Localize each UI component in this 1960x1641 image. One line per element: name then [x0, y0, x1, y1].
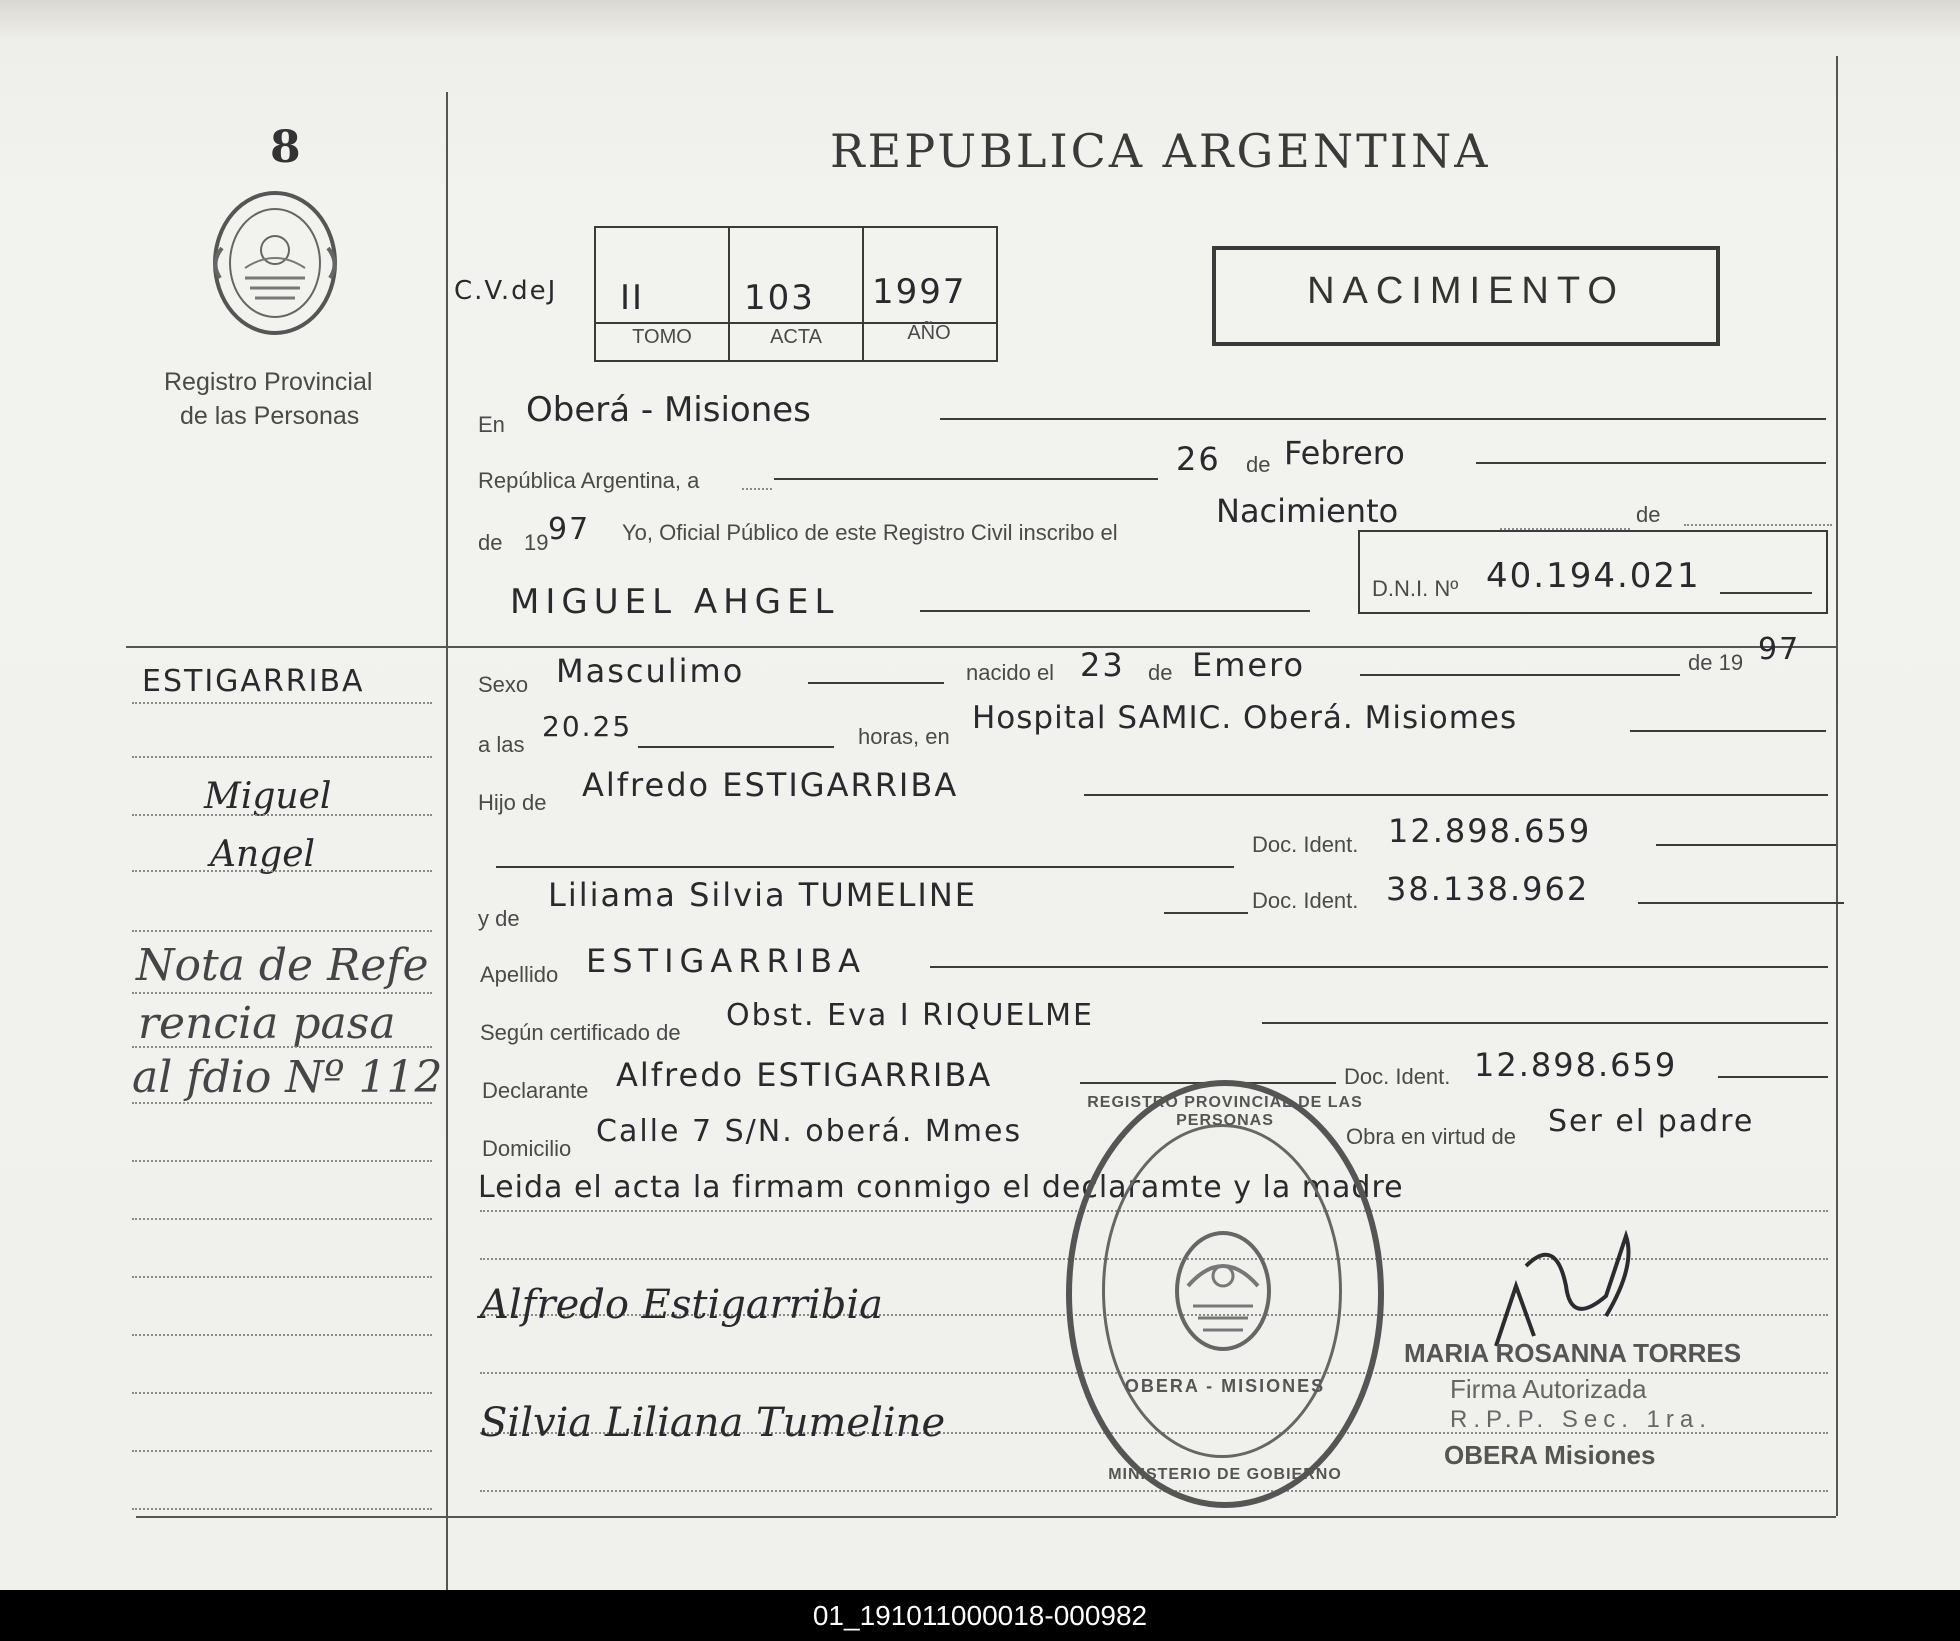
record-code: C.V.deJ — [454, 276, 558, 306]
dni-value: 40.194.021 — [1486, 556, 1701, 596]
nacido-year-suffix: 97 — [1758, 632, 1801, 667]
doc-type: NACIMIENTO — [1307, 270, 1625, 312]
margin-given1: Miguel — [204, 776, 332, 817]
right-border — [1836, 56, 1838, 1516]
yo-text: Yo, Oficial Público de este Registro Civil inscribo el — [622, 520, 1118, 545]
doc2-label: Doc. Ident. — [1252, 888, 1359, 913]
acta-value: 103 — [744, 278, 815, 318]
domicilio-value: Calle 7 S/N. oberá. Mmes — [596, 1114, 1023, 1149]
dni-label: D.N.I. Nº — [1372, 576, 1459, 601]
registry-name-line2: de las Personas — [180, 402, 360, 430]
de2-label: de — [1636, 502, 1661, 527]
horas-label: horas, en — [858, 724, 950, 749]
upper-section-divider — [126, 646, 1838, 648]
hijo-label: Hijo de — [478, 790, 547, 815]
image-id-footer: 01_191011000018-000982 — [0, 1590, 1960, 1641]
segun-label: Según certificado de — [480, 1020, 681, 1045]
declarante-label: Declarante — [482, 1078, 589, 1103]
left-column-divider — [446, 92, 448, 1590]
alas-label: a las — [478, 732, 525, 757]
acta-label: ACTA — [770, 326, 822, 348]
registry-name-line1: Registro Provincial — [164, 368, 373, 396]
leida-text: Leida el acta la firmam conmigo el declaramte y la madre — [478, 1170, 1404, 1205]
doc3-label: Doc. Ident. — [1344, 1064, 1451, 1089]
date-day: 26 — [1176, 440, 1221, 478]
signature-mother: Silvia Liliana Tumeline — [480, 1400, 946, 1446]
stamp-inner-text: OBERA - MISIONES — [1124, 1376, 1326, 1396]
hijo-value: Alfredo ESTIGARRIBA — [582, 766, 959, 804]
official-place: OBERA Misiones — [1444, 1440, 1656, 1470]
official-dept: R.P.P. Sec. 1ra. — [1450, 1406, 1712, 1433]
nacido-de: de — [1148, 660, 1173, 685]
ano-label: AÑO — [907, 322, 951, 344]
doc3-value: 12.898.659 — [1474, 1046, 1678, 1084]
obra-label: Obra en virtud de — [1346, 1124, 1516, 1149]
registered-name: MIGUEL AHGEL — [510, 582, 840, 622]
stamp-ring-bottom: MINISTERIO DE GOBIERNO — [1108, 1466, 1342, 1483]
inscribo-value: Nacimiento — [1216, 492, 1399, 530]
document-title: REPUBLICA ARGENTINA — [830, 124, 1491, 178]
doc1-label: Doc. Ident. — [1252, 832, 1359, 857]
stamp-emblem-icon — [1168, 1226, 1278, 1356]
official-title: Firma Autorizada — [1450, 1374, 1647, 1404]
year-prefix: 19 — [524, 530, 549, 555]
republica-label: República Argentina, a — [478, 468, 700, 493]
nacido-year-label: de 19 — [1688, 650, 1744, 675]
tomo-value: II — [620, 278, 645, 318]
stamp-ring-text: REGISTRO PROVINCIAL DE LAS PERSONAS — [1087, 1094, 1363, 1129]
margin-given2: Angel — [210, 834, 316, 875]
margin-surname: ESTIGARRIBA — [142, 664, 365, 699]
sexo-label: Sexo — [478, 672, 529, 697]
ano-value: 1997 — [872, 272, 967, 312]
year-de-label: de — [478, 530, 503, 555]
date-de: de — [1246, 452, 1271, 477]
nacido-month: Emero — [1192, 646, 1306, 684]
tomo-label: TOMO — [632, 326, 692, 348]
declarante-value: Alfredo ESTIGARRIBA — [616, 1056, 993, 1094]
margin-note2: rencia pasa — [138, 998, 396, 1049]
date-month: Febrero — [1284, 434, 1405, 472]
provincial-seal-icon — [200, 188, 350, 338]
nacido-label: nacido el — [966, 660, 1055, 685]
en-value: Oberá - Misiones — [526, 390, 811, 430]
nacido-day: 23 — [1080, 646, 1125, 684]
obra-value: Ser el padre — [1548, 1104, 1755, 1139]
yde-value: Liliama Silvia TUMELINE — [548, 876, 977, 914]
margin-note3: al fdio Nº 112 — [132, 1052, 443, 1103]
sexo-value: Masculimo — [556, 652, 745, 690]
margin-note1: Nota de Refe — [136, 940, 429, 991]
apellido-label: Apellido — [480, 962, 559, 987]
alas-value: 20.25 — [542, 710, 633, 743]
page-number: 8 — [270, 122, 301, 173]
doc2-value: 38.138.962 — [1386, 870, 1590, 908]
lower-section-divider — [136, 1516, 1836, 1518]
segun-value: Obst. Eva I RIQUELME — [726, 998, 1094, 1033]
en-label: En — [478, 412, 505, 437]
apellido-value: ESTIGARRIBA — [586, 942, 866, 980]
domicilio-label: Domicilio — [482, 1136, 572, 1161]
yde-label: y de — [478, 906, 520, 931]
horas-value: Hospital SAMIC. Oberá. Misiomes — [972, 700, 1518, 736]
doc1-value: 12.898.659 — [1388, 812, 1592, 850]
official-stamp — [1066, 1080, 1384, 1508]
year-suffix: 97 — [548, 512, 591, 547]
signature-father: Alfredo Estigarribia — [480, 1282, 884, 1328]
official-name: MARIA ROSANNA TORRES — [1404, 1338, 1742, 1368]
